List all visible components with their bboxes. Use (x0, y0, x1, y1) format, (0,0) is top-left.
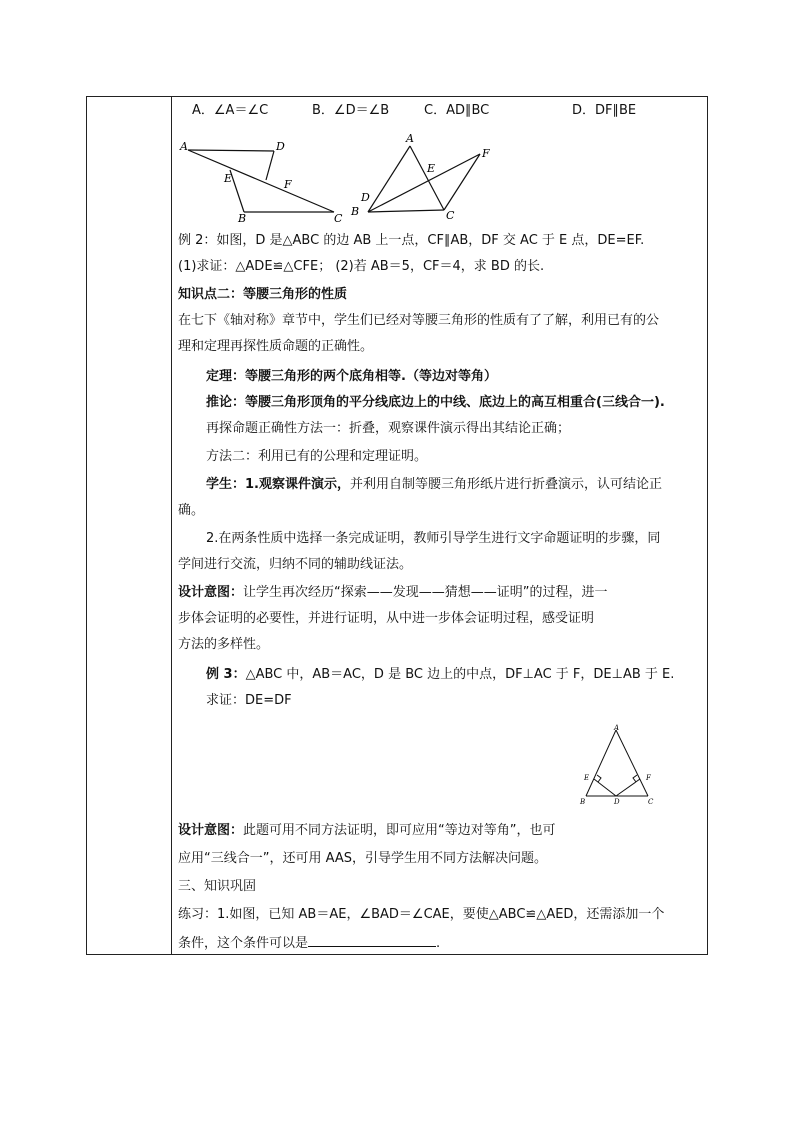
fig2-label-b: B (351, 205, 360, 218)
fig1-label-a: A (180, 140, 188, 153)
corollary: 推论：等腰三角形顶角的平分线底边上的中线、底边上的高互相重合(三线合一). (206, 395, 665, 410)
fig3-label-d: D (614, 798, 620, 806)
intro-line2: 理和定理再探性质命题的正确性。 (178, 339, 374, 354)
example3-line2: 求证：DE=DF (206, 693, 292, 708)
fig3-label-a: A (614, 724, 620, 732)
step2-line2: 学间进行交流，归纳不同的辅助线证法。 (178, 557, 413, 572)
practice-period: . (436, 936, 441, 951)
method-2: 方法二：利用已有的公理和定理证明。 (206, 449, 428, 464)
fig1-label-d: D (276, 140, 285, 153)
method-1: 再探命题正确性方法一：折叠，观察课件演示得出其结论正确； (206, 421, 571, 436)
fig3-label-b: B (580, 798, 586, 806)
fig2-label-f: F (482, 147, 490, 160)
fig2-label-c: C (446, 209, 455, 222)
design-intent-2-line1 (178, 822, 556, 840)
example3-line1 (206, 666, 674, 684)
fig2-label-a: A (406, 132, 414, 145)
example2-line1: 例 2：如图，D 是△ABC 的边 AB 上一点，CF∥AB，DF 交 AC 于 E 点，DE=EF. (178, 233, 645, 248)
figure-parallelogram (188, 150, 334, 212)
design-intent-1-line2: 步体会证明的必要性，并进行证明，从中进一步体会证明过程，感受证明 (178, 611, 595, 626)
option-a: A．∠A＝∠C (192, 103, 269, 118)
option-b: B．∠D＝∠B (312, 103, 390, 118)
design-intent-2-label: 设计意图： (178, 823, 244, 838)
student-label: 学生：1.观察课件演示， (206, 477, 350, 492)
student-line1 (206, 476, 662, 494)
option-c: C．AD∥BC (424, 103, 490, 118)
example3-text: △ABC 中，AB＝AC，D 是 BC 边上的中点，DF⊥AC 于 F，DE⊥AB 于 E. (245, 667, 675, 682)
figure-isosceles-triangle (570, 722, 670, 810)
fig3-label-e: E (584, 774, 590, 782)
fig1-label-f: F (284, 178, 292, 191)
answer-options (178, 102, 698, 120)
practice-line2 (178, 934, 440, 953)
intro-line1: 在七下《轴对称》章节中，学生们已经对等腰三角形的性质有了了解，利用已有的公 (178, 313, 660, 328)
figure-triangle-transversal (368, 146, 480, 212)
fig1-label-c: C (334, 212, 343, 225)
knowledge-point-2-heading: 知识点二：等腰三角形的性质 (178, 287, 348, 302)
student-line2: 确。 (178, 503, 205, 518)
practice-prompt: 条件，这个条件可以是 (178, 936, 309, 951)
option-d: D．DF∥BE (572, 103, 637, 118)
fig1-label-b: B (238, 212, 247, 225)
example2-line2: (1)求证：△ADE≌△CFE； (2)若 AB＝5，CF＝4，求 BD 的长. (178, 259, 545, 274)
theorem: 定理：等腰三角形的两个底角相等.（等边对等角） (206, 369, 497, 384)
geometry-figures (178, 130, 508, 225)
design-intent-1-line1 (178, 584, 608, 602)
design-intent-1-line3: 方法的多样性。 (178, 637, 270, 652)
fig3-label-c: C (648, 798, 654, 806)
practice-line1: 练习：1.如图，已知 AB＝AE，∠BAD＝∠CAE，要使△ABC≌△AED，还需添加一个 (178, 907, 665, 922)
section-3-heading: 三、知识巩固 (178, 879, 257, 894)
student-text: 并利用自制等腰三角形纸片进行折叠演示，认可结论正 (349, 477, 662, 492)
column-divider (171, 96, 172, 955)
fig2-label-e: E (427, 162, 436, 175)
fig3-label-f: F (646, 774, 651, 782)
step2-line1: 2.在两条性质中选择一条完成证明，教师引导学生进行文字命题证明的步骤，同 (206, 531, 661, 546)
design-intent-label: 设计意图： (178, 585, 244, 600)
example3-label: 例 3： (206, 667, 246, 682)
design-intent-2-line2: 应用“三线合一”，还可用 AAS，引导学生用不同方法解决问题。 (178, 851, 548, 866)
design-intent-2-text: 此题可用不同方法证明，即可应用“等边对等角”，也可 (243, 823, 556, 838)
fig1-label-e: E (224, 172, 233, 185)
design-intent-text: 让学生再次经历“探索——发现——猜想——证明”的过程，进一 (243, 585, 608, 600)
answer-blank[interactable] (308, 934, 436, 947)
fig2-label-d: D (361, 191, 370, 204)
